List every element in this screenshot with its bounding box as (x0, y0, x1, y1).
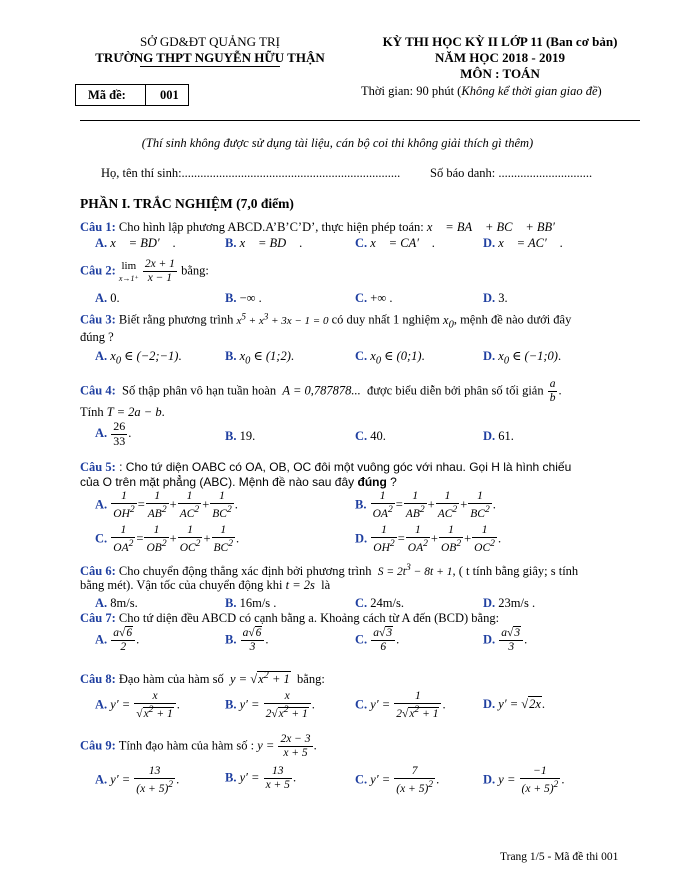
q6-option-a: A. 8m/s. (95, 596, 138, 610)
question-2: Câu 2: lim x→1⁺ $\frac{2x + 1}{x - 1}$ bằng: (80, 258, 209, 285)
question-5-line2: của O trên mặt phẳng (ABC). Mệnh đề nào sau đây đúng ? (80, 475, 397, 489)
q7-option-a: A. $\frac{a√6}{2}$ . (95, 627, 140, 654)
question-8: Câu 8: Đạo hàm của hàm số $y = √x^2 + 1$ bằng: (80, 670, 325, 687)
q6-option-c: C. 24m/s. (355, 596, 404, 610)
q2-option-a: A. 0. (95, 291, 120, 305)
exam-title: KỲ THI HỌC KỲ II LỚP 11 (Ban cơ bản) (382, 34, 618, 49)
page-footer: Trang 1/5 - Mã đề thi 001 (500, 851, 619, 863)
section-title: PHẦN I. TRẮC NGHIỆM (7,0 điểm) (80, 196, 294, 211)
q2-option-c: C. +∞ . (355, 291, 393, 305)
q4-option-b: B. 19. (225, 429, 256, 443)
q8-option-d: D. y′ = √2x. (483, 697, 546, 711)
q8-option-b: B. y′ = $\frac{x}{2√x^2 + 1}$ . (225, 690, 315, 721)
q4-option-d: D. 61. (483, 429, 514, 443)
q1-option-d: D. x⃗ = AC′⃗ . (483, 236, 563, 250)
exam-code-value: 001 (160, 88, 179, 102)
question-6-line2: bằng mét). Vận tốc của chuyển động khi t = 2s là (80, 578, 331, 592)
q6-option-d: D. 23m/s . (483, 596, 536, 610)
exam-code-label: Mã đề: (88, 88, 126, 102)
q2-option-b: B. −∞ . (225, 291, 262, 305)
q7-option-b: B. $\frac{a√6}{3}$ . (225, 627, 269, 654)
q3-option-b: B. $x_0$ ∈ (1;2). (225, 349, 294, 367)
q7-option-c: C. $\frac{a√3}{6}$ . (355, 627, 400, 654)
exam-notice: (Thí sinh không được sử dụng tài liệu, cán bộ coi thi không giải thích gì thêm) (141, 136, 534, 150)
q9-option-b: B. y′ = $\frac{13}{x + 5}$ . (225, 765, 297, 792)
q1-option-c: C. x⃗ = CA′⃗ . (355, 236, 435, 250)
time-info: Thời gian: 90 phút (Không kể thời gian giao đề) (361, 84, 602, 98)
question-6: Câu 6: Cho chuyển động thẳng xác định bởi phương trình $S = 2t^3 - 8t + 1$, ( t tính bằng giây; s tính (80, 562, 579, 578)
candidate-name-line: Họ, tên thí sinh:...................................................................... (101, 166, 401, 180)
department-name: SỞ GD&ĐT QUẢNG TRỊ (140, 34, 280, 49)
q2-option-d: D. 3. (483, 291, 508, 305)
question-4-line2: Tính T = 2a − b. (80, 405, 165, 419)
subject: MÔN : TOÁN (460, 66, 540, 81)
q5-option-d: D. $\frac{1}{OH^2}$ = $\frac{1}{OA^2}$ + $\frac{1}{OB^2}$ + $\frac{1}{OC^2}$ . (355, 524, 502, 555)
school-name: TRƯỜNG THPT NGUYỄN HỮU THẬN (95, 50, 325, 65)
question-5: Câu 5: : Cho tứ diện OABC có OA, OB, OC đôi một vuông góc với nhau. Gọi H là hình chiếu (80, 460, 572, 474)
school-year: NĂM HỌC 2018 - 2019 (435, 50, 565, 65)
q6-option-b: B. 16m/s . (225, 596, 277, 610)
q3-option-c: C. $x_0$ ∈ (0;1). (355, 349, 425, 367)
question-3: Câu 3: Biết rằng phương trình $x^5 + x^3 + 3x - 1 = 0$ có duy nhất 1 nghiệm $x_0$, mệnh đề nào dưới đây (80, 311, 572, 331)
candidate-id-line: Số báo danh: .............................. (430, 166, 593, 180)
q4-option-c: C. 40. (355, 429, 386, 443)
q5-option-b: B. $\frac{1}{OA^2}$ = $\frac{1}{AB^2}$ + $\frac{1}{AC^2}$ + $\frac{1}{BC^2}$ . (355, 490, 496, 521)
q3-option-d: D. $x_0$ ∈ (−1;0). (483, 349, 562, 367)
question-1: Câu 1: Cho hình lập phương ABCD.A’B’C’D’, thực hiện phép toán: x⃗ = BA⃗ + BC⃗ + BB′⃗ (80, 220, 565, 234)
q5-option-a: A. $\frac{1}{OH^2}$ = $\frac{1}{AB^2}$ + $\frac{1}{AC^2}$ + $\frac{1}{BC^2}$ . (95, 490, 238, 521)
q3-option-a: A. $x_0$ ∈ (−2;−1). (95, 349, 182, 367)
q5-option-c: C. $\frac{1}{OA^2}$ = $\frac{1}{OB^2}$ + $\frac{1}{OC^2}$ + $\frac{1}{BC^2}$ . (95, 524, 240, 555)
q1-option-b: B. x⃗ = BD⃗ . (225, 236, 303, 250)
q4-option-a: A. $\frac{26}{33}$ . (95, 419, 132, 448)
q8-option-a: A. y′ = $\frac{x}{√x^2 + 1}$ . (95, 690, 180, 721)
q9-option-d: D. y = $\frac{-1}{(x + 5)^2}$ . (483, 765, 565, 796)
question-9: Câu 9: Tính đạo hàm của hàm số : y = $\frac{2x - 3}{x + 5}$ . (80, 733, 317, 760)
q9-option-c: C. y′ = $\frac{7}{(x + 5)^2}$ . (355, 765, 440, 796)
question-4: Câu 4: Số thập phân vô hạn tuần hoàn A = 0,787878... được biểu diễn bởi phân số tối giản $\frac{a}{b}$ . (80, 378, 562, 405)
q8-option-c: C. y′ = $\frac{1}{2√x^2 + 1}$ . (355, 690, 446, 721)
q1-option-a: A. x⃗ = BD′⃗ . (95, 236, 176, 250)
question-3-line2: đúng ? (80, 330, 114, 344)
q9-option-a: A. y′ = $\frac{13}{(x + 5)^2}$ . (95, 765, 180, 796)
q7-option-d: D. $\frac{a√3}{3}$ . (483, 627, 528, 654)
exam-code-box (75, 84, 189, 106)
question-7: Câu 7: Cho tứ diện đều ABCD có cạnh bằng a. Khoảng cách từ A đến (BCD) bằng: (80, 611, 500, 625)
